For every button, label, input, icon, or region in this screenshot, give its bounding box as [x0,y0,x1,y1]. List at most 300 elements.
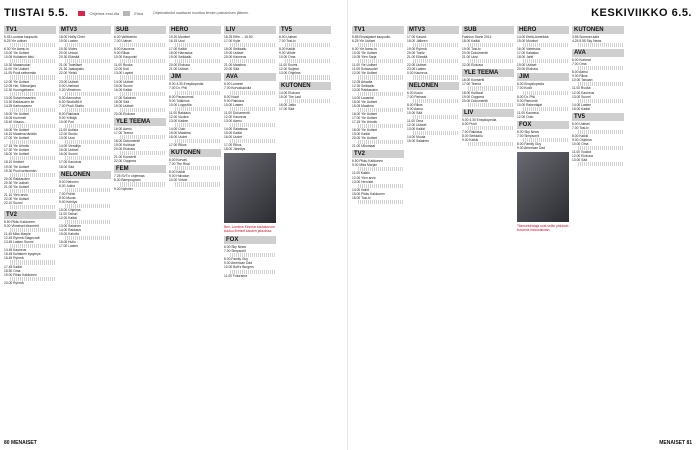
program-description [65,140,111,144]
program-description [578,146,624,150]
program-line: 8.00 Rakkaus [59,111,80,116]
program-line: 19.00 Lasten [59,39,79,44]
program-description [358,140,404,144]
program-line: 11.05 Puoli seitsemän [4,71,37,76]
program-description [285,75,331,79]
channel-header: NELONEN [59,171,111,179]
program-line: 7.00 Oma [572,62,587,67]
program-line: 21.00 Yle Uutiset [4,184,30,189]
program-line: 8.00 Kauneus [114,47,135,52]
program-line: 23.00 Lasten [407,67,427,72]
program-description [10,156,56,160]
program-line: 12.00 Koti [114,67,129,72]
program-line: 7.00 Tosi-tv [279,39,296,44]
program-line: 10.30 Maaseudun [4,63,31,68]
channel-header: LIV [224,26,276,34]
program-line: 11.00 Dokumentti [224,110,250,115]
program-line: 7.00 Puoli Studio [59,103,84,108]
program-line: 16.00 Valmistus [517,47,541,52]
program-line: 21.00 Uusi [462,55,478,60]
program-description [413,99,459,103]
program-line: 15.00 Kaikki [572,106,590,111]
program-description [10,173,56,177]
program-line: 8.00 Aamu [572,70,588,75]
program-description [358,75,404,79]
program-line: 19.00 Seikkailu [169,55,192,60]
program-line: 20.00 Elokuva [517,67,538,72]
program-line: 21.00 Elämää [407,55,428,60]
channel-header: FOX [224,236,276,244]
program-description [120,43,166,47]
program-line: 11.00 Rakkaus [169,110,191,115]
program-description [413,59,459,63]
program-line: 12.00 Uutiset [407,122,427,127]
program-line: 17.00 Lasten [59,244,79,249]
program-line: 17.00 Yle Uutiset [352,115,378,120]
channel-header: TV2 [4,211,56,219]
program-line: 9.00 Tutkimus [169,98,190,103]
program-line: 11.00 Oma [407,118,424,123]
program-line: 10.05 Kultainen käsi [4,55,34,60]
channel-header: MTV3 [407,26,459,34]
program-description [578,66,624,70]
program-line: 15.00 Maailma [169,130,191,135]
program-line: 12.00 Kauneus [224,114,247,119]
program-line: 9.00 Kaikki [462,137,479,142]
program-line: 13.00 Kaiken [169,118,189,123]
program-line: 19.00 Kulttuuri [114,143,136,148]
program-line: 4.25 5.55 Sky News [572,39,602,44]
program-description [358,108,404,112]
schedule-column [114,24,166,434]
program-description [413,43,459,47]
program-description [285,43,331,47]
program-line: 15.45 Kultainen kysymys [4,252,41,257]
right-header [352,6,692,20]
program-description [523,138,569,142]
channel-header: TV5 [279,26,331,34]
program-line: 13.45 Lasten Suomi [4,240,34,245]
program-line: 17.00 Sää [279,106,295,111]
legend-premiere: Ohjelma ensi-ilta [89,10,120,16]
program-line: 17.30 Yle Uutiset [4,148,30,153]
program-line: 12.00 Elokuva [572,154,593,159]
program-line: 6.00 Puoli [462,121,477,126]
tv-still-image [224,153,276,223]
program-line: 17.00 Kaikki [169,47,187,52]
channel-header: MTV3 [59,26,111,34]
program-description [413,131,459,135]
program-description [10,189,56,193]
program-description [578,130,624,134]
schedule-column [4,24,56,434]
program-line: 6.00 Vaihtoehto [114,35,137,39]
program-line: 17.00 Teema [114,130,134,135]
program-line: 15.00 Yle Uutiset [4,111,30,116]
program-line: 15.40 Viisaus... [4,119,27,124]
program-line: 9.00 Rakkaus [224,98,245,103]
program-line: 9.00 Miss Marple [352,163,378,168]
schedule-column [169,24,221,434]
program-line: 12.00 Kaikki [59,215,77,220]
program-line: 18.00 Kaikki [462,39,480,44]
program-line: 6.30 Yle Aamu-tv [352,47,378,52]
program-description [523,59,569,63]
program-line: 13.00 Uusi [59,136,75,141]
program-line: 19.00 Uutiset [114,103,134,108]
program-line: 11.00 Futurama [224,273,248,278]
program-description [358,167,404,171]
program-line: 15.00 Kahvila [59,232,79,237]
program-line: 6.00 Koulu [407,90,423,95]
program-line: 16.00 Uudet [224,135,242,140]
program-line: 6.00 Lumeen [224,82,244,87]
program-description [10,59,56,63]
program-line: 18.00 Yle Uutiset [4,152,30,157]
program-line: 9.00 Kehitys [59,199,78,204]
program-line: 11.45 Miss Marple [4,232,31,237]
notice-text: Ohjelmatiedot saattavat muuttua lehden painamisen jälkeen. [152,10,250,15]
program-line: 3.55 Summer-kala [572,35,599,39]
program-line: 18.00 Sää [114,99,130,104]
program-line: 18.00 Jahti [517,55,534,60]
program-description [65,220,111,224]
program-line: 14.00 Vierailija [59,144,81,149]
program-line: 7.00 Simpsonit [224,249,246,254]
program-description [10,244,56,248]
program-line: 9.00 Rikos [572,74,588,79]
program-line: 17.00 Kasvot [407,35,427,39]
image-caption: Ben, Lorraine Kinnear kaulakoruun kuuluu ihmiset kauden jaksoissa. [224,225,275,234]
program-description [468,103,514,107]
channel-header: SUB [114,26,166,34]
program-line: 12.00 Suljetut [279,67,300,72]
program-line: 8.00 Family Guy [224,257,249,262]
program-line: 22.00 Sää [224,67,240,72]
program-line: 6.00 Korvari [169,158,187,163]
program-description [578,43,624,47]
program-line: 20.00 Elokuva [114,111,135,116]
program-description [523,107,569,111]
program-line: 20.00 Unkari [59,51,78,56]
program-description [285,59,331,63]
program-description [175,182,221,186]
program-line: 18.00 Hollly Chen [59,35,86,39]
program-line: 15.00 Salainen [407,139,429,144]
program-description [10,228,56,232]
program-line: 12.00 Vuokra [169,114,189,119]
program-line: 20.00 Dokumentti [462,98,488,103]
channel-header: HERO [517,26,569,34]
channel-header: KUTONEN [279,82,331,90]
channel-header: TV2 [352,150,404,158]
program-line: 7.25 SVT:n ohjelmaa [114,174,145,179]
program-line: 10.00 Viihde [169,178,188,183]
program-description [358,124,404,128]
program-line: 12.00 Ylen arvio [352,175,376,180]
program-line: 6.00 Jukka [59,183,75,188]
channel-header: AVA [572,49,624,57]
program-description [65,204,111,208]
program-line: 17.00 Rikos [224,143,242,148]
program-line: 14.00 Muuta [407,135,426,140]
right-schedule [352,24,692,434]
program-line: 17.00 Rikos [169,143,187,148]
program-description [230,270,276,274]
program-line: 16.25 Eftin ... 15.50 [224,35,253,39]
program-description [10,124,56,128]
left-footer [4,440,37,446]
program-line: 13.00 Sotaromaanien [4,95,36,100]
program-line: 14.25 Karhusaaren [4,103,33,108]
program-line: 6.25 Yle Uutiset [352,39,376,44]
program-line: 17.15 Yle Urheilu [4,144,30,149]
program-line: 21.00 Uutiset [169,67,189,72]
program-line: 8.00 Dr. Phil [517,94,535,99]
channel-header: HERO [169,26,221,34]
program-line: 13.00 Hevoset [352,179,374,184]
program-line: 5.45 Luontoa kaupunki- [4,35,39,39]
program-line: 7.00 Kodit [517,86,532,91]
program-line: 16.00 Kaikki [114,87,132,92]
program-description [578,162,624,166]
program-line: 20.00 Elokuva [114,147,135,152]
program-description [413,75,459,79]
program-description [523,43,569,47]
program-description [65,124,111,128]
program-line: 12.30 Seikkailu [352,83,375,88]
program-description [468,86,514,90]
program-line: 9.00 Remontti [517,98,538,103]
program-description [230,91,276,95]
program-line: 10.05 Ylen Sarja [352,55,377,60]
program-line: 13.00 Kaikki [407,126,425,131]
program-line: 6.30 Yle Aamu-tv [4,47,30,52]
program-description [120,108,166,112]
program-description [230,123,276,127]
program-description [468,142,514,146]
schedule-column [407,24,459,434]
program-line: 11.00 Suomi [279,63,298,68]
program-line: 10.00 Bob's Burgers [224,265,254,270]
program-description [175,166,221,170]
program-line: 15.00 Suomi [114,83,133,88]
right-day-title: KESKIVIIKKO 6.5. [591,7,692,19]
program-line: 11.00 Taikuri [59,211,78,216]
program-line: 16.00 Uudet [169,135,187,140]
program-line: 8.00 Barnprogram [114,178,141,183]
program-line: 9.00 Viimeiset kilometrit [4,224,39,229]
program-line: 11.00 Ruoka [572,86,591,91]
program-description [578,99,624,103]
program-description [175,107,221,111]
program-line: 12.05 Hei, Kilimanjaro [4,83,37,88]
schedule-column [517,24,569,434]
program-line: 11.05 Sotavuodet [352,67,378,72]
program-line: 8.00 Kaikki [572,133,589,138]
program-description [65,236,111,240]
program-line: 17.45 Kaikki [4,264,22,269]
channel-header: FOX [517,121,569,129]
program-line: 16.00 Konsertti [462,78,485,83]
program-description [358,59,404,63]
program-line: 16.00 Jatko [279,102,297,107]
program-line: 10.00 Kaupunki [114,55,137,60]
program-line: 15.20 Moottori [169,35,191,39]
program-line: 22.00 Yle Uutiset [4,196,30,201]
program-description [120,182,166,186]
channel-header: JIM [517,73,569,81]
program-line: 22.00 Ooppera [114,159,136,164]
program-line: 7.00 The Real [169,162,190,167]
channel-header: YLE TEEMA [462,69,514,77]
program-line: 18.00 Seikkailu [224,47,247,52]
program-line: 18.00 Yle Uutiset [352,128,378,133]
right-magazine-name: MENAISET [659,440,686,446]
legend-elisa: Elisa [134,10,143,16]
program-description [10,140,56,144]
program-description [120,75,166,79]
program-line: 8.00 Seikkailu [462,133,483,138]
program-line: 15.00 Yle Uutiset [352,99,378,104]
program-line: 18.00 Dokumentti [114,139,140,144]
program-line: 9.00 Aamu [407,106,423,111]
program-line: 10.00 Taivaan [572,78,593,83]
program-line: 10.00 Lasten [224,102,244,107]
program-description [230,43,276,47]
program-description [175,59,221,63]
program-line: 11.00 Vuokra [572,150,592,155]
program-description [358,200,404,204]
program-line: 6.00 Studio55.fi [59,99,82,104]
program-description [230,59,276,63]
program-line: 5.00 Nelonen [59,179,79,184]
program-line: 9.00 Hulvaton [169,174,190,179]
program-description [10,43,56,47]
program-line: 9.00 American Dad [517,146,546,151]
program-line: 10.00 Oma [279,55,296,60]
program-line: 8.00 Muuta [59,195,76,200]
program-line: 19.00 Tosi-tv [462,47,481,52]
program-line: 18.00 Sää [59,164,75,169]
program-line: 19.00 Uutiset [517,63,537,68]
program-line: 9.00 Rikas [114,51,130,56]
program-line: 10.00 Oma [572,141,589,146]
program-line: 17.00 Salainen [114,95,136,100]
schedule-column [572,24,624,434]
program-line: 15.00 Pikku Kakkonen [352,191,385,196]
program-line: 17.15 Yle Urheilu [352,119,378,124]
program-line: 7.00 Korvakuulolla [224,86,252,91]
program-line: 10.00 Sää [407,110,423,115]
program-line: 6.00 Korkeat [572,58,591,63]
channel-header: JIM [169,73,221,81]
program-line: 16.15 Uusi [169,39,185,44]
program-line: 14.00 Lauantai [352,95,374,100]
program-line: 21.00 Konsertti [114,155,137,160]
program-line: 0.00 Kauneus [407,71,428,76]
program-line: 9.00 Yrittäjä [59,115,77,120]
program-description [10,108,56,112]
left-magazine-name: MENAISET [10,440,37,446]
program-line: 13.00 Ohjelma [279,71,301,76]
program-line: 15.00 The Last [279,94,301,99]
schedule-column [59,24,111,434]
program-line: 7.00 Tosi-tv [572,125,589,130]
program-line: 0.20 Viimeinen [59,87,81,92]
channel-header: TV1 [4,26,56,34]
program-line: 17.00 Kylie [224,39,241,44]
program-line: 17.00 Kauneus [59,160,82,165]
program-line: 18.00 Harrastus [169,51,193,56]
program-description [413,115,459,119]
program-line: 12.05 Arkadia [352,79,373,84]
tv-still-image [517,152,569,222]
program-line: 6.25 Yle uutiset [4,39,27,44]
channel-header: TV5 [572,113,624,121]
program-line: 14.00 Lasten [572,102,592,107]
program-description [468,43,514,47]
program-line: 6.00 Sky News [517,129,539,134]
program-line: 7.00 Simpsonit [517,133,539,138]
program-line: 20.00 Dokumentti [462,51,488,56]
program-description [10,205,56,209]
channel-header: NELONEN [407,82,459,90]
elisa-swatch-icon [123,11,130,16]
program-line: 20.00 Kauneus [224,55,247,60]
program-line: 19.00 Ooppera [462,94,484,99]
program-description [358,43,404,47]
left-page-number: 80 [4,440,10,446]
program-description [10,75,56,79]
channel-header: FEM [114,165,166,173]
program-description [358,184,404,188]
program-description [120,59,166,63]
right-page [348,0,696,450]
program-line: 10.00 Yle Uutiset [4,51,30,56]
program-line: 16.45 Ryhmä [4,256,24,261]
program-line: 14.00 Uutiset [114,79,134,84]
program-description [523,91,569,95]
program-line: 11.00 Uutisia [59,128,78,133]
program-description [358,92,404,96]
program-description [65,188,111,192]
program-line: 17.00 Kalastus [517,51,539,56]
program-line: 21.00 Maailma [224,63,246,68]
program-line: 11.00 Ruoka [114,63,133,68]
left-day-title: TIISTAI 5.5. [4,7,69,19]
program-line: 20.00 Tositv [407,51,425,56]
program-line: 7.00 Poliisi [59,191,75,196]
schedule-column [352,24,404,434]
program-description [65,156,111,160]
program-line: 12.00 Studio [59,132,78,137]
program-line: 19.00 Yle Uutiset [4,164,30,169]
channel-header: YLE TEEMA [114,118,166,126]
program-line: 15.05 Kummeli [4,115,26,120]
right-footer [659,440,692,446]
program-line: 17.00 Teema [462,82,482,87]
program-line: 13.00 Rakkauden [352,87,378,92]
left-schedule [4,24,344,434]
image-caption: Tilannetuhlaaja ovat selän pidukset kuvanne kaivosaikaan. [517,224,569,233]
program-line: 12.00 Yle Uutiset [352,71,378,76]
program-line: 13.00 Sää [572,158,588,163]
program-line: 6.00 Sky News [224,245,246,250]
program-line: 22.10 Suomi [4,200,23,205]
program-line: 9.00 Ohjelma [572,137,592,142]
channel-header: LIV [462,109,514,117]
